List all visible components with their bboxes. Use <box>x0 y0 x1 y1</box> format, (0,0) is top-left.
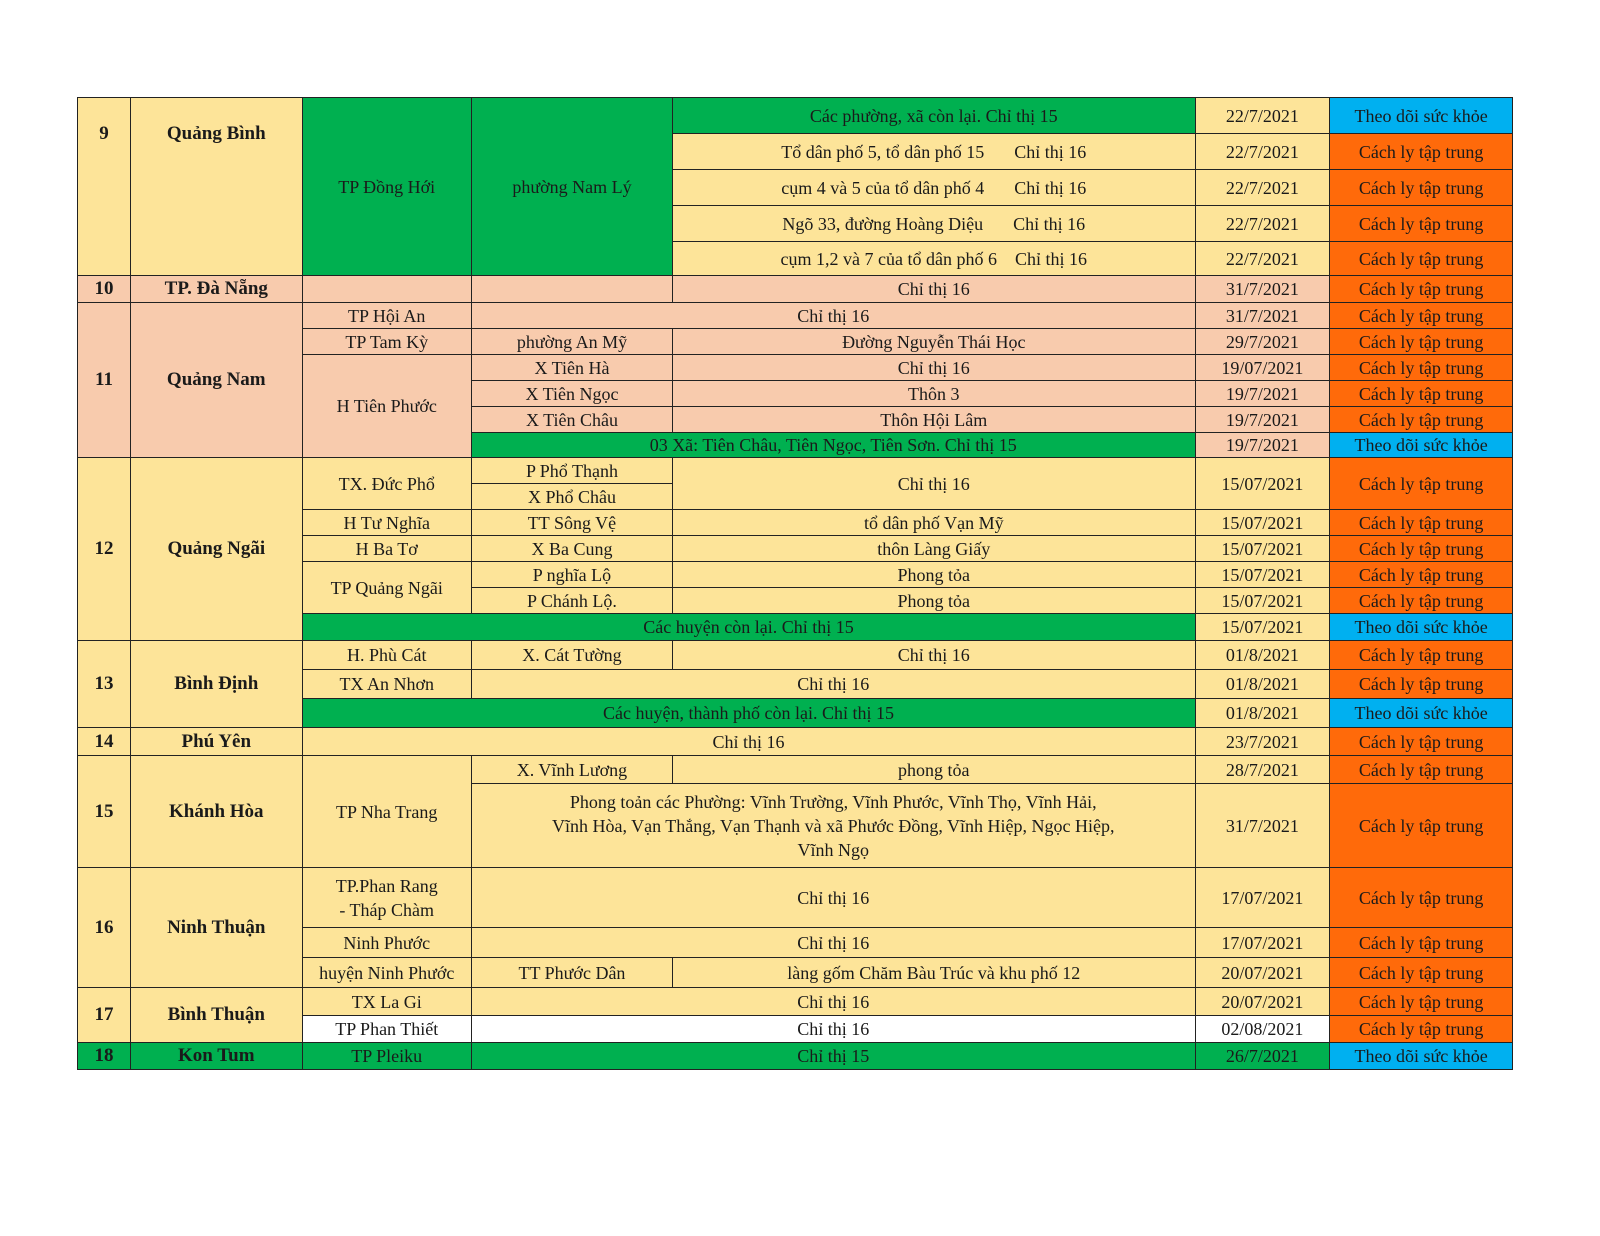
area-cell: thôn Làng Giấy <box>673 536 1196 562</box>
district-cell: TX An Nhơn <box>302 670 471 699</box>
date-cell: 19/7/2021 <box>1195 407 1330 433</box>
status-cell: Cách ly tập trung <box>1330 303 1513 329</box>
area-cell: Thôn Hội Lâm <box>673 407 1196 433</box>
area-cell: Chỉ thị 16 <box>471 670 1195 699</box>
status-cell: Cách ly tập trung <box>1330 381 1513 407</box>
ward-cell: P nghĩa Lộ <box>471 562 672 588</box>
area-cell: 03 Xã: Tiên Châu, Tiên Ngọc, Tiên Sơn. Chỉ thị 15 <box>471 433 1195 458</box>
district-cell: TX. Đức Phổ <box>302 458 471 510</box>
district-cell: TP Pleiku <box>302 1043 471 1070</box>
area-cell: tổ dân phố Vạn Mỹ <box>673 510 1196 536</box>
ward-cell: phường Nam Lý <box>471 98 672 276</box>
province-number: 15 <box>78 756 131 868</box>
province-name: Phú Yên <box>131 728 302 756</box>
status-cell: Cách ly tập trung <box>1330 242 1513 276</box>
ward-cell: X Phổ Châu <box>471 484 672 510</box>
province-number: 12 <box>78 458 131 641</box>
date-cell: 17/07/2021 <box>1195 868 1330 928</box>
province-name: Quảng Ngãi <box>131 458 302 641</box>
province-number: 13 <box>78 641 131 728</box>
district-cell: TP Nha Trang <box>302 756 471 868</box>
status-cell: Cách ly tập trung <box>1330 276 1513 303</box>
province-name: Kon Tum <box>131 1043 302 1070</box>
area-cell: Phong tỏa <box>673 588 1196 614</box>
status-cell: Cách ly tập trung <box>1330 1016 1513 1043</box>
date-cell: 28/7/2021 <box>1195 756 1330 784</box>
status-cell: Cách ly tập trung <box>1330 206 1513 242</box>
district-cell: Ninh Phước <box>302 928 471 958</box>
status-cell: Cách ly tập trung <box>1330 728 1513 756</box>
area-cell: Chỉ thị 16 <box>471 988 1195 1016</box>
status-cell: Cách ly tập trung <box>1330 355 1513 381</box>
district-cell: TX La Gi <box>302 988 471 1016</box>
date-cell: 01/8/2021 <box>1195 670 1330 699</box>
ward-cell: X Tiên Ngọc <box>471 381 672 407</box>
district-cell: H. Phù Cát <box>302 641 471 670</box>
date-cell: 23/7/2021 <box>1195 728 1330 756</box>
area-cell <box>673 134 1196 170</box>
table-row <box>78 988 1513 1016</box>
status-cell: Cách ly tập trung <box>1330 670 1513 699</box>
area-text: cụm 1,2 và 7 của tổ dân phố 6 <box>780 248 997 269</box>
date-cell: 15/07/2021 <box>1195 458 1330 510</box>
date-cell: 02/08/2021 <box>1195 1016 1330 1043</box>
date-cell: 22/7/2021 <box>1195 206 1330 242</box>
province-name: Ninh Thuận <box>131 868 302 988</box>
area-cell: Chỉ thị 16 <box>302 728 1195 756</box>
date-cell: 17/07/2021 <box>1195 928 1330 958</box>
date-cell: 26/7/2021 <box>1195 1043 1330 1070</box>
date-cell: 22/7/2021 <box>1195 98 1330 134</box>
area-cell: Đường Nguyễn Thái Học <box>673 329 1196 355</box>
district-cell <box>302 868 471 928</box>
status-cell: Cách ly tập trung <box>1330 756 1513 784</box>
status-cell: Cách ly tập trung <box>1330 458 1513 510</box>
area-cell: Chỉ thị 15 <box>471 1043 1195 1070</box>
ward-cell: X Tiên Châu <box>471 407 672 433</box>
date-cell: 20/07/2021 <box>1195 988 1330 1016</box>
date-cell: 19/7/2021 <box>1195 381 1330 407</box>
area-cell: Chỉ thị 16 <box>673 276 1196 303</box>
area-cell: Chỉ thị 16 <box>673 641 1196 670</box>
district-line: TP.Phan Rang <box>335 875 438 896</box>
area-cell: Phong tỏa <box>673 562 1196 588</box>
district-cell: TP Hội An <box>302 303 471 329</box>
area-cell: Chỉ thị 16 <box>471 868 1195 928</box>
district-cell: H Ba Tơ <box>302 536 471 562</box>
table-row <box>78 1043 1513 1070</box>
area-cell: Các phường, xã còn lại. Chỉ thị 15 <box>673 98 1196 134</box>
table-row <box>78 728 1513 756</box>
date-cell: 31/7/2021 <box>1195 276 1330 303</box>
province-name: Khánh Hòa <box>131 756 302 868</box>
date-cell: 31/7/2021 <box>1195 784 1330 868</box>
province-number: 16 <box>78 868 131 988</box>
status-cell: Cách ly tập trung <box>1330 588 1513 614</box>
status-cell: Cách ly tập trung <box>1330 988 1513 1016</box>
status-cell: Cách ly tập trung <box>1330 928 1513 958</box>
area-cell: phong tỏa <box>673 756 1196 784</box>
ward-cell: P Phổ Thạnh <box>471 458 672 484</box>
province-number: 10 <box>78 276 131 303</box>
status-cell: Cách ly tập trung <box>1330 784 1513 868</box>
date-cell: 15/07/2021 <box>1195 562 1330 588</box>
status-cell: Theo dõi sức khỏe <box>1330 699 1513 728</box>
lockdown-table <box>77 97 1513 1070</box>
status-cell: Theo dõi sức khỏe <box>1330 614 1513 641</box>
area-cell: Các huyện, thành phố còn lại. Chỉ thị 15 <box>302 699 1195 728</box>
table-row <box>78 458 1513 484</box>
directive-text: Chỉ thị 16 <box>1014 141 1087 162</box>
directive-text: Chỉ thị 16 <box>1013 213 1086 234</box>
area-line: Vĩnh Ngọ <box>797 839 869 860</box>
area-text: cụm 4 và 5 của tổ dân phố 4 <box>781 177 985 198</box>
area-cell: Các huyện còn lại. Chỉ thị 15 <box>302 614 1195 641</box>
area-text: Ngõ 33, đường Hoàng Diệu <box>782 213 984 234</box>
date-cell: 01/8/2021 <box>1195 699 1330 728</box>
district-cell: H Tư Nghĩa <box>302 510 471 536</box>
district-cell: TP Đồng Hới <box>302 98 471 276</box>
status-cell: Cách ly tập trung <box>1330 170 1513 206</box>
district-cell: TP Quảng Ngãi <box>302 562 471 614</box>
province-name: TP. Đà Nẵng <box>131 276 302 303</box>
area-cell: Chỉ thị 16 <box>471 1016 1195 1043</box>
province-name: Bình Thuận <box>131 988 302 1043</box>
area-line: Vĩnh Hòa, Vạn Thắng, Vạn Thạnh và xã Phước Đồng, Vĩnh Hiệp, Ngọc Hiệp, <box>551 815 1115 836</box>
area-cell <box>471 784 1195 868</box>
date-cell: 19/7/2021 <box>1195 433 1330 458</box>
date-cell: 19/07/2021 <box>1195 355 1330 381</box>
area-line: Phong toản các Phường: Vĩnh Trường, Vĩnh Phước, Vĩnh Thọ, Vĩnh Hải, <box>569 791 1097 812</box>
date-cell: 22/7/2021 <box>1195 242 1330 276</box>
status-cell: Theo dõi sức khỏe <box>1330 1043 1513 1070</box>
table-row <box>78 276 1513 303</box>
status-cell: Cách ly tập trung <box>1330 958 1513 988</box>
ward-cell: X Tiên Hà <box>471 355 672 381</box>
ward-cell: P Chánh Lộ. <box>471 588 672 614</box>
province-name: Quảng Nam <box>131 303 302 458</box>
date-cell: 31/7/2021 <box>1195 303 1330 329</box>
area-cell: Chỉ thị 16 <box>471 928 1195 958</box>
date-cell: 22/7/2021 <box>1195 134 1330 170</box>
directive-text: Chỉ thị 16 <box>1014 177 1087 198</box>
table-row <box>78 868 1513 928</box>
ward-cell: phường An Mỹ <box>471 329 672 355</box>
table-row <box>78 303 1513 329</box>
date-cell: 15/07/2021 <box>1195 614 1330 641</box>
ward-cell: TT Phước Dân <box>471 958 672 988</box>
status-cell: Cách ly tập trung <box>1330 641 1513 670</box>
district-cell: TP Tam Kỳ <box>302 329 471 355</box>
area-cell: Chỉ thị 16 <box>673 355 1196 381</box>
district-cell: TP Phan Thiết <box>302 1016 471 1043</box>
area-cell: Chỉ thị 16 <box>673 458 1196 510</box>
status-cell: Cách ly tập trung <box>1330 510 1513 536</box>
date-cell: 01/8/2021 <box>1195 641 1330 670</box>
date-cell: 15/07/2021 <box>1195 536 1330 562</box>
directive-text: Chỉ thị 16 <box>1014 248 1087 269</box>
area-cell: Thôn 3 <box>673 381 1196 407</box>
ward-cell: TT Sông Vệ <box>471 510 672 536</box>
district-cell <box>302 276 471 303</box>
province-name: Quảng Bình <box>131 98 302 276</box>
date-cell: 22/7/2021 <box>1195 170 1330 206</box>
status-cell: Cách ly tập trung <box>1330 134 1513 170</box>
ward-cell: X. Cát Tường <box>471 641 672 670</box>
district-line: - Tháp Chàm <box>339 899 435 920</box>
status-cell: Cách ly tập trung <box>1330 407 1513 433</box>
area-cell: làng gốm Chăm Bàu Trúc và khu phố 12 <box>673 958 1196 988</box>
status-cell: Theo dõi sức khỏe <box>1330 433 1513 458</box>
ward-cell: X Ba Cung <box>471 536 672 562</box>
area-cell <box>673 242 1196 276</box>
province-number: 9 <box>78 98 131 276</box>
district-cell: huyện Ninh Phước <box>302 958 471 988</box>
province-number: 17 <box>78 988 131 1043</box>
date-cell: 29/7/2021 <box>1195 329 1330 355</box>
date-cell: 15/07/2021 <box>1195 510 1330 536</box>
area-cell: Chỉ thị 16 <box>471 303 1195 329</box>
status-cell: Cách ly tập trung <box>1330 562 1513 588</box>
ward-cell <box>471 276 672 303</box>
province-number: 18 <box>78 1043 131 1070</box>
province-number: 11 <box>78 303 131 458</box>
area-cell <box>673 170 1196 206</box>
status-cell: Cách ly tập trung <box>1330 329 1513 355</box>
date-cell: 20/07/2021 <box>1195 958 1330 988</box>
status-cell: Theo dõi sức khỏe <box>1330 98 1513 134</box>
area-text: Tổ dân phố 5, tổ dân phố 15 <box>781 141 985 162</box>
province-name: Bình Định <box>131 641 302 728</box>
table-row <box>78 98 1513 134</box>
area-cell <box>673 206 1196 242</box>
table-row <box>78 756 1513 784</box>
date-cell: 15/07/2021 <box>1195 588 1330 614</box>
district-cell: H Tiên Phước <box>302 355 471 458</box>
status-cell: Cách ly tập trung <box>1330 868 1513 928</box>
status-cell: Cách ly tập trung <box>1330 536 1513 562</box>
ward-cell: X. Vĩnh Lương <box>471 756 672 784</box>
province-number: 14 <box>78 728 131 756</box>
table-row <box>78 641 1513 670</box>
